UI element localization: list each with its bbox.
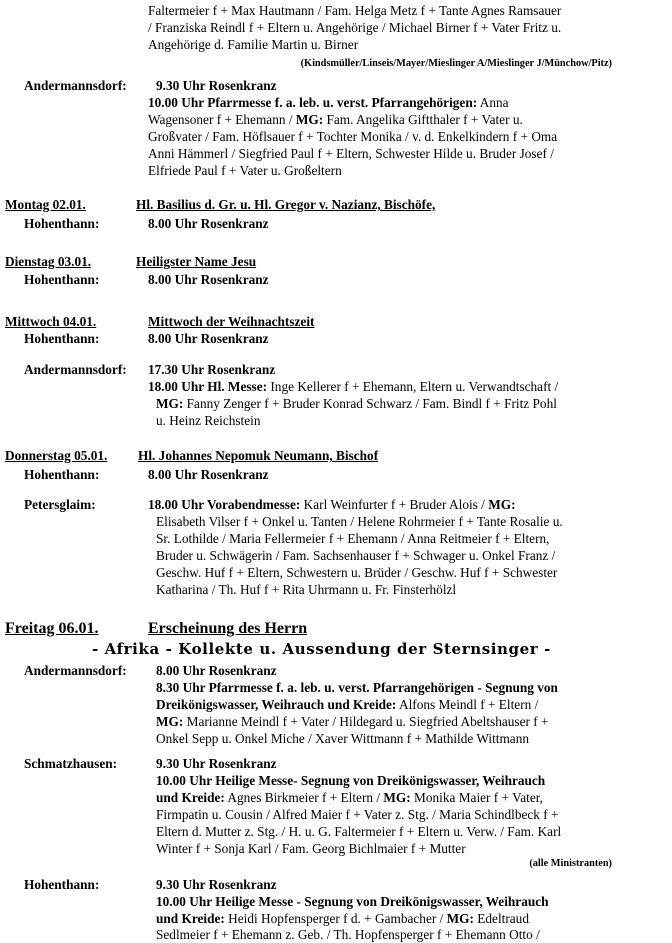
intention-line: Eltern d. Mutter z. Stg. / H. u. G. Faltermeier f + Eltern u. Verw. / Fam. Karl bbox=[156, 824, 562, 839]
intention-text: Fam. Angelika Giftthaler f + Vater u. bbox=[323, 112, 523, 127]
service-line bbox=[156, 696, 538, 713]
intention-line: Geschw. Huf f + Eltern, Schwestern u. Brüder / Geschw. Huf f + Schwester bbox=[156, 565, 558, 580]
mg-label: MG: bbox=[383, 790, 411, 805]
intention-line: u. Heinz Reichstein bbox=[156, 413, 261, 428]
service-title: Dreikönigswasser, Weihrauch und Kreide: bbox=[156, 697, 397, 712]
mg-label: MG: bbox=[156, 714, 184, 729]
place-label: Hohenthann: bbox=[24, 467, 100, 482]
intention-line: Faltermeier f + Max Hautmann / Fam. Helga Metz f + Tante Agnes Ramsauer bbox=[148, 3, 562, 18]
service-time: 9.30 Uhr Rosenkranz bbox=[156, 78, 277, 93]
place-label: Hohenthann: bbox=[24, 216, 100, 231]
intention-text: Heidi Hopfensperger f d. + Gambacher / bbox=[224, 911, 447, 926]
day-date: Donnerstag 05.01. bbox=[5, 448, 108, 463]
service-time: 9.30 Uhr Rosenkranz bbox=[156, 756, 277, 771]
service-line bbox=[156, 910, 529, 927]
service-time: 8.00 Uhr Rosenkranz bbox=[148, 467, 269, 482]
intention-text: Karl Weinfurter f + Bruder Alois / bbox=[300, 497, 489, 512]
place-label: Hohenthann: bbox=[24, 877, 100, 892]
place-label: Hohenthann: bbox=[24, 331, 100, 346]
service-title: 10.00 Uhr Pfarrmesse f. a. leb. u. verst. Pfarrangehörigen: bbox=[148, 95, 478, 110]
intention-text: Monika Maier f + Vater, bbox=[410, 790, 543, 805]
intention-line: Firmpatin u. Cousin / Alfred Maier f + Vater z. Stg. / Maria Schindlbeck f + bbox=[156, 807, 559, 822]
intention-line: Angehörige d. Familie Martin u. Birner bbox=[148, 37, 359, 52]
service-line bbox=[148, 378, 558, 395]
day-title: Heiligster Name Jesu bbox=[136, 254, 257, 269]
service-title: und Kreide: bbox=[156, 911, 225, 926]
service-title: und Kreide: bbox=[156, 790, 225, 805]
day-date: Dienstag 03.01. bbox=[5, 254, 92, 269]
service-title: 10.00 Uhr Heilige Messe - Segnung von Dreikönigswasser, Weihrauch bbox=[156, 894, 549, 909]
intention-line: / Franziska Reindl f + Eltern u. Angehörige / Michael Birner f + Vater Fritz u. bbox=[148, 20, 562, 35]
intention-line: Elfriede Paul f + Vater u. Großeltern bbox=[148, 163, 342, 178]
intention-text: Wagensoner f + Ehemann / bbox=[148, 112, 296, 127]
day-title: Erscheinung des Herrn bbox=[148, 620, 308, 637]
service-title: 10.00 Uhr Heilige Messe- Segnung von Dreikönigswasser, Weihrauch bbox=[156, 773, 546, 788]
place-label: Schmatzhausen: bbox=[24, 756, 118, 771]
intention-line: Katharina / Th. Huf f + Rita Uhrmann u. Fr. Finsterhölzl bbox=[156, 582, 457, 597]
intention-line: Elisabeth Vilser f + Onkel u. Tanten / Helene Rohrmeier f + Tante Rosalie u. bbox=[156, 514, 563, 529]
day-date: Mittwoch 04.01. bbox=[5, 314, 97, 329]
service-time: 9.30 Uhr Rosenkranz bbox=[156, 877, 277, 892]
place-label: Andermannsdorf: bbox=[24, 362, 127, 377]
intention-line bbox=[156, 713, 549, 730]
service-title: 18.00 Uhr Hl. Messe: bbox=[148, 379, 268, 394]
intention-line: Onkel Sepp u. Onkel Miche / Xaver Wittmann f + Mathilde Wittmann bbox=[156, 731, 530, 746]
place-label: Petersglaim: bbox=[24, 497, 96, 512]
collection-banner: - Afrika - Kollekte u. Aussendung der Sternsinger - bbox=[92, 640, 551, 658]
day-date: Montag 02.01. bbox=[5, 197, 86, 212]
intention-text: Alfons Meindl f + Eltern / bbox=[396, 697, 539, 712]
ministrant-note: (Kindsmüller/Linseis/Mayer/Mieslinger A/Mieslinger J/Münchow/Pitz) bbox=[300, 58, 612, 69]
intention-line bbox=[156, 395, 557, 412]
place-label: Andermannsdorf: bbox=[24, 663, 127, 678]
day-title: Hl. Johannes Nepomuk Neumann, Bischof bbox=[138, 448, 379, 463]
intention-text: Edeltraud bbox=[473, 911, 529, 926]
service-title: 8.30 Uhr Pfarrmesse f. a. leb. u. verst. Pfarrangehörigen - Segnung von bbox=[156, 680, 558, 695]
mg-label: MG: bbox=[156, 396, 184, 411]
service-line bbox=[148, 496, 516, 513]
service-time: 8.00 Uhr Rosenkranz bbox=[148, 272, 269, 287]
service-line bbox=[148, 94, 509, 111]
mg-label: MG: bbox=[488, 497, 516, 512]
intention-line: Großvater / Fam. Höflsauer f + Tochter Monika / v. d. Enkelkindern f + Oma bbox=[148, 129, 558, 144]
service-title: 18.00 Uhr Vorabendmesse: bbox=[148, 497, 301, 512]
intention-line bbox=[148, 111, 523, 128]
mg-label: MG: bbox=[446, 911, 474, 926]
service-time: 8.00 Uhr Rosenkranz bbox=[156, 663, 277, 678]
place-label: Andermannsdorf: bbox=[24, 78, 127, 93]
intention-line: Anni Hämmerl / Siegfried Paul f + Eltern, Schwester Hilde u. Bruder Josef / bbox=[148, 146, 554, 161]
intention-line: Winter f + Sonja Karl / Fam. Georg Bichlmaier f + Mutter bbox=[156, 841, 466, 856]
place-label: Hohenthann: bbox=[24, 272, 100, 287]
day-date: Freitag 06.01. bbox=[5, 620, 99, 637]
day-title: Mittwoch der Weihnachtszeit bbox=[148, 314, 315, 329]
day-title: Hl. Basilius d. Gr. u. Hl. Gregor v. Nazianz, Bischöfe, bbox=[136, 197, 436, 212]
service-time: 8.00 Uhr Rosenkranz bbox=[148, 216, 269, 231]
intention-text: Fanny Zenger f + Bruder Konrad Schwarz / Fam. Bindl f + Fritz Pohl bbox=[183, 396, 557, 411]
intention-text: Marianne Meindl f + Vater / Hildegard u. Siegfried Abeltshauser f + bbox=[183, 714, 549, 729]
intention-line: Bruder u. Schwägerin / Fam. Sachsenhauser f + Schwager u. Onkel Franz / bbox=[156, 548, 556, 563]
service-line bbox=[156, 789, 543, 806]
mg-label: MG: bbox=[295, 112, 324, 127]
service-time: 17.30 Uhr Rosenkranz bbox=[148, 362, 276, 377]
intention-text: Inge Kellerer f + Ehemann, Eltern u. Verwandtschaft / bbox=[267, 379, 559, 394]
intention-text: Anna bbox=[477, 95, 509, 110]
intention-line: Sedlmeier f + Ehemann z. Geb. / Th. Hopfensperger f + Ehemann Otto / bbox=[156, 927, 540, 942]
service-time: 8.00 Uhr Rosenkranz bbox=[148, 331, 269, 346]
intention-line: Sr. Lothilde / Maria Fellermeier f + Ehemann / Anna Reitmeier f + Eltern, bbox=[156, 531, 550, 546]
intention-text: Agnes Birkmeier f + Eltern / bbox=[224, 790, 384, 805]
ministrant-note: (alle Ministranten) bbox=[529, 858, 612, 869]
